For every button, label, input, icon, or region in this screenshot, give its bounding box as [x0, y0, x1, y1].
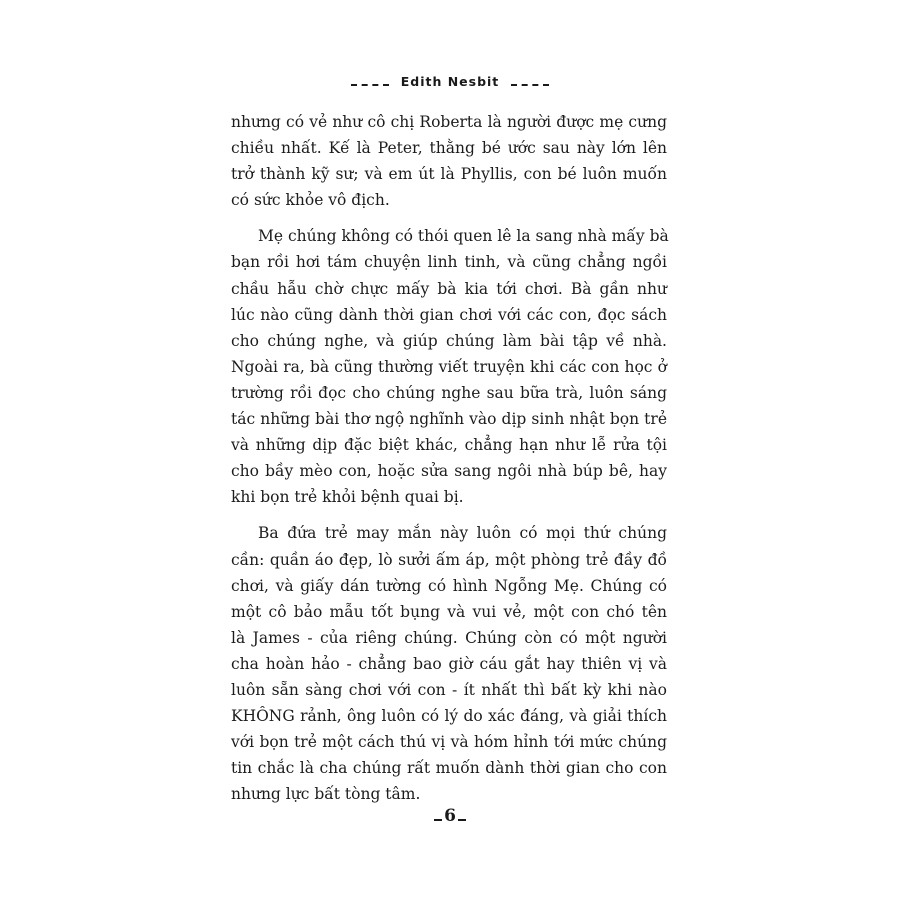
text-line: Ba đứa trẻ may mắn này luôn có mọi thứ chúng	[258, 524, 667, 543]
text-line: Ngoài ra, bà cũng thường viết truyện khi các con học ở	[231, 357, 667, 376]
text-line: tin chắc là cha chúng rất muốn dành thời gian cho con	[231, 759, 667, 778]
text-line: chầu hẫu chờ chực mấy bà kia tới chơi. Bà gần như	[231, 279, 667, 298]
page-number-value: 6	[444, 806, 456, 826]
paragraph-1	[231, 109, 667, 213]
text-line: nhưng lực bất tòng tâm.	[231, 785, 421, 804]
text-line: cho chúng nghe, và giúp chúng làm bài tập về nhà.	[231, 331, 667, 350]
running-header	[0, 74, 900, 89]
text-line: bạn rồi hơi tám chuyện linh tinh, và cũng chẳng ngồi	[231, 253, 667, 272]
text-line: một cô bảo mẫu tốt bụng và vui vẻ, một con chó tên	[231, 602, 667, 621]
text-line: Mẹ chúng không có thói quen lê la sang nhà mấy bà	[258, 227, 669, 246]
header-dash-left	[351, 84, 389, 86]
author-name: Edith Nesbit	[400, 74, 500, 89]
page-number	[0, 806, 900, 826]
text-line: luôn sẵn sàng chơi với con - ít nhất thì bất kỳ khi nào	[231, 680, 667, 699]
text-line: cho bầy mèo con, hoặc sửa sang ngôi nhà búp bê, hay	[231, 462, 667, 481]
page-number-underline-left	[434, 819, 442, 821]
paragraph-3	[231, 520, 667, 807]
text-line: trở thành kỹ sư; và em út là Phyllis, con bé luôn muốn	[231, 165, 667, 184]
text-line: với bọn trẻ một cách thú vị và hóm hỉnh tới mức chúng	[231, 733, 667, 752]
page-number-underline-right	[458, 819, 466, 821]
paragraph-2	[231, 223, 667, 510]
text-line: cần: quần áo đẹp, lò sưởi ấm áp, một phòng trẻ đầy đồ	[231, 550, 667, 569]
text-line: KHÔNG rảnh, ông luôn có lý do xác đáng, và giải thích	[231, 707, 667, 726]
text-line: chơi, và giấy dán tường có hình Ngỗng Mẹ. Chúng có	[231, 576, 667, 595]
text-line: trường rồi đọc cho chúng nghe sau bữa trà, luôn sáng	[231, 383, 667, 402]
paragraph-gap	[231, 213, 667, 223]
text-line: khi bọn trẻ khỏi bệnh quai bị.	[231, 488, 464, 507]
text-line: nhưng có vẻ như cô chị Roberta là người được mẹ cưng	[231, 113, 667, 131]
text-line: lúc nào cũng dành thời gian chơi với các con, đọc sách	[231, 305, 667, 324]
text-line: cha hoàn hảo - chẳng bao giờ cáu gắt hay thiên vị và	[231, 654, 667, 673]
body-text	[231, 109, 667, 807]
paragraph-gap	[231, 510, 667, 520]
text-line: chiều nhất. Kế là Peter, thằng bé ước sau này lớn lên	[231, 139, 667, 158]
header-dash-right	[511, 84, 549, 86]
text-line: là James - của riêng chúng. Chúng còn có một người	[231, 628, 667, 647]
text-line: có sức khỏe vô địch.	[231, 191, 390, 210]
text-line: tác những bài thơ ngộ nghĩnh vào dịp sinh nhật bọn trẻ	[231, 410, 667, 429]
text-line: và những dịp đặc biệt khác, chẳng hạn như lễ rửa tội	[231, 436, 667, 455]
